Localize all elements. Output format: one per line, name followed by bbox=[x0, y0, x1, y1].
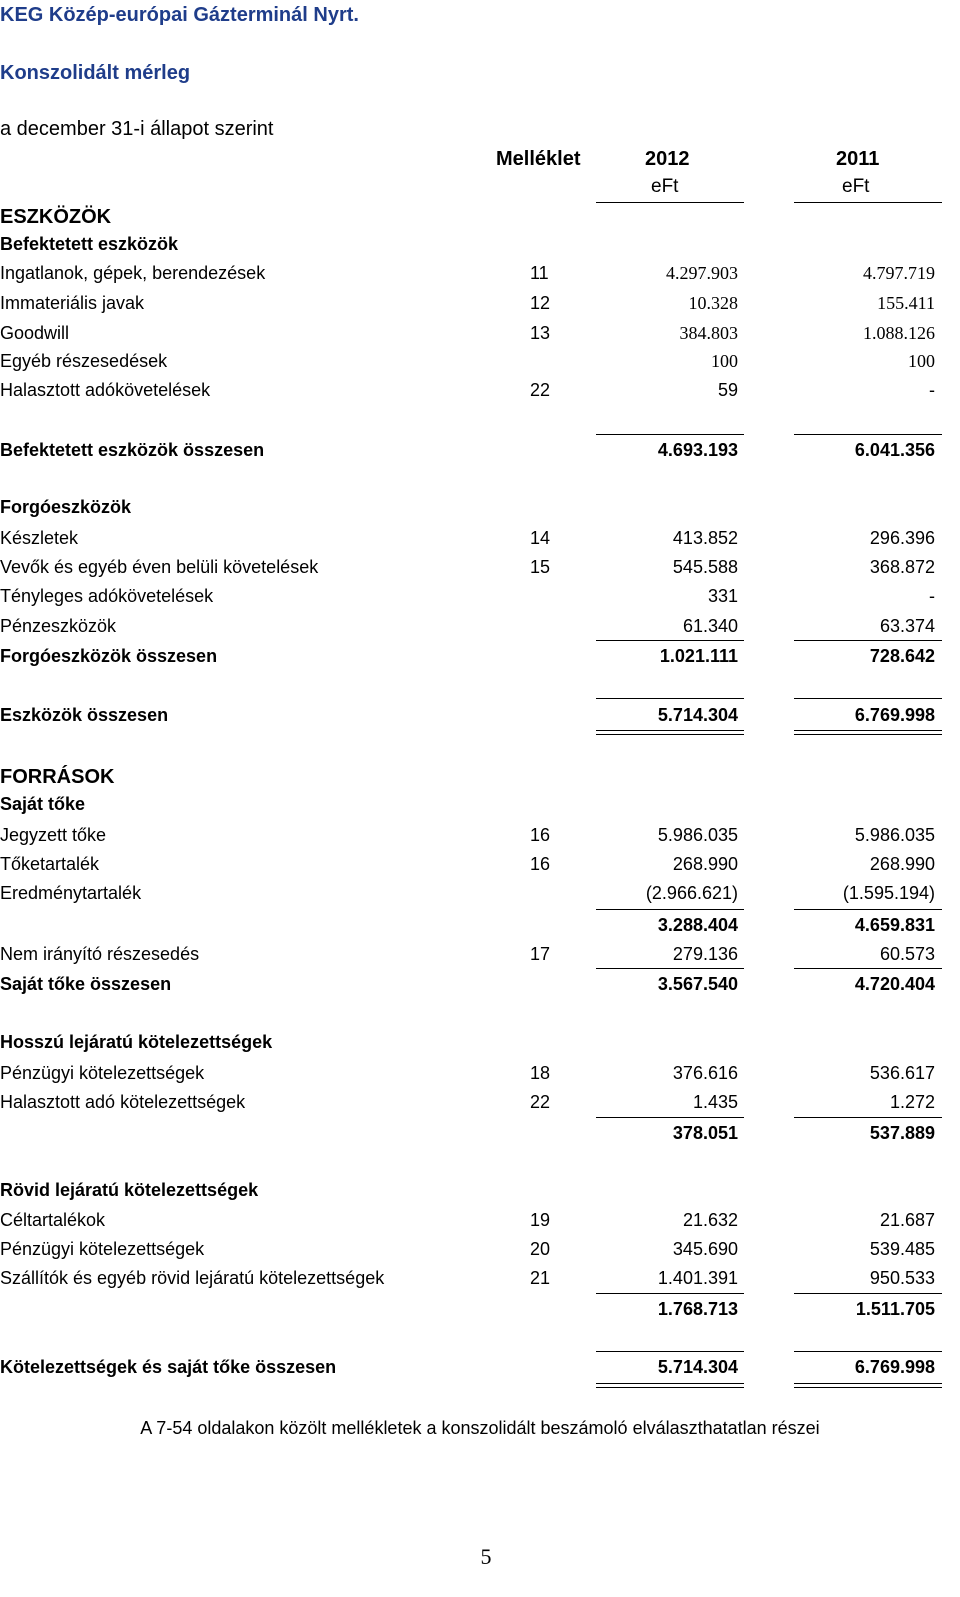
shortterm-subtotal-row bbox=[0, 1296, 955, 1322]
fixed-assets-heading: Befektetett eszközök bbox=[0, 234, 179, 254]
row-note: 17 bbox=[530, 944, 551, 964]
value-2011: 537.889 bbox=[869, 1123, 935, 1143]
total-rule-2012 bbox=[596, 1351, 744, 1352]
row-label: Befektetett eszközök összesen bbox=[0, 440, 265, 460]
value-2011: 5.986.035 bbox=[854, 825, 935, 845]
double-rule-2012 bbox=[596, 730, 744, 735]
total-rule-2011 bbox=[794, 1293, 942, 1294]
row-label: Goodwill bbox=[0, 323, 70, 343]
value-2011: 4.720.404 bbox=[854, 974, 935, 994]
table-row bbox=[0, 1060, 955, 1086]
table-row bbox=[0, 880, 955, 906]
value-2011: 1.088.126 bbox=[863, 323, 935, 343]
row-label: Halasztott adó kötelezettségek bbox=[0, 1092, 246, 1112]
value-2012: 384.803 bbox=[679, 323, 738, 343]
double-rule-2011 bbox=[794, 1383, 942, 1388]
total-rule-2011 bbox=[794, 1351, 942, 1352]
value-2012: 21.632 bbox=[682, 1210, 738, 1230]
total-rule-2012 bbox=[596, 640, 744, 641]
row-note: 11 bbox=[530, 263, 549, 283]
row-label: Pénzügyi kötelezettségek bbox=[0, 1063, 205, 1083]
total-rule-2012 bbox=[596, 698, 744, 699]
value-2011: 1.272 bbox=[889, 1092, 935, 1112]
table-row bbox=[0, 1207, 955, 1233]
value-2011: (1.595.194) bbox=[842, 883, 935, 903]
table-row bbox=[0, 348, 955, 374]
sources-heading: FORRÁSOK bbox=[0, 766, 115, 788]
row-label: Nem irányító részesedés bbox=[0, 944, 200, 964]
value-2012: 5.714.304 bbox=[657, 705, 738, 725]
value-2011: 6.769.998 bbox=[854, 1357, 935, 1377]
value-2012: 345.690 bbox=[672, 1239, 738, 1259]
value-2012: 545.588 bbox=[672, 557, 738, 577]
table-row bbox=[0, 377, 955, 403]
row-label: Eredménytartalék bbox=[0, 883, 142, 903]
equity-total-row bbox=[0, 971, 955, 997]
equity-heading: Saját tőke bbox=[0, 794, 86, 814]
row-label: Céltartalékok bbox=[0, 1210, 106, 1230]
value-2012: 59 bbox=[717, 380, 738, 400]
row-note: 21 bbox=[530, 1268, 551, 1288]
row-note: 19 bbox=[530, 1210, 551, 1230]
total-rule-2012 bbox=[596, 1293, 744, 1294]
assets-heading: ESZKÖZÖK bbox=[0, 206, 112, 228]
value-2011: 536.617 bbox=[869, 1063, 935, 1083]
value-2012: 268.990 bbox=[672, 854, 738, 874]
report-title: Konszolidált mérleg bbox=[0, 62, 191, 84]
table-row bbox=[0, 554, 955, 580]
total-rule-2011 bbox=[794, 1117, 942, 1118]
value-2011: 100 bbox=[908, 351, 935, 371]
double-rule-2012 bbox=[596, 1383, 744, 1388]
row-label: Immateriális javak bbox=[0, 293, 145, 313]
grand-total-row bbox=[0, 1354, 955, 1380]
row-label: Készletek bbox=[0, 528, 79, 548]
total-rule-2011 bbox=[794, 698, 942, 699]
row-label: Szállítók és egyéb rövid lejáratú kötelezettségek bbox=[0, 1268, 385, 1288]
value-2012: 5.986.035 bbox=[657, 825, 738, 845]
value-2011: 4.797.719 bbox=[863, 263, 935, 283]
value-2011: 950.533 bbox=[869, 1268, 935, 1288]
value-2011: 268.990 bbox=[869, 854, 935, 874]
footer-note: A 7-54 oldalakon közölt mellékletek a konszolidált beszámoló elválaszthatatlan részei bbox=[140, 1418, 820, 1438]
row-label: Vevők és egyéb éven belüli követelések bbox=[0, 557, 319, 577]
row-note: 20 bbox=[530, 1239, 551, 1259]
value-2011: 6.769.998 bbox=[854, 705, 935, 725]
row-note: 22 bbox=[530, 380, 551, 400]
page-number: 5 bbox=[480, 1544, 492, 1569]
row-label: Ingatlanok, gépek, berendezések bbox=[0, 263, 266, 283]
value-2011: 60.573 bbox=[879, 944, 935, 964]
row-note: 15 bbox=[530, 557, 551, 577]
value-2012: 3.288.404 bbox=[657, 915, 738, 935]
value-2012: 1.401.391 bbox=[657, 1268, 738, 1288]
row-note: 12 bbox=[530, 293, 551, 313]
value-2012: 279.136 bbox=[672, 944, 738, 964]
table-row bbox=[0, 525, 955, 551]
equity-subtotal-row bbox=[0, 912, 955, 938]
table-row bbox=[0, 613, 955, 639]
total-rule-2012 bbox=[596, 968, 744, 969]
value-2012: 378.051 bbox=[672, 1123, 738, 1143]
value-2011: - bbox=[929, 380, 935, 400]
column-header-2012: 2012 bbox=[645, 148, 690, 170]
value-2012: 3.567.540 bbox=[657, 974, 738, 994]
row-note: 16 bbox=[530, 854, 551, 874]
value-2011: 296.396 bbox=[869, 528, 935, 548]
unit-2012: eFt bbox=[651, 176, 679, 197]
value-2012: 100 bbox=[711, 351, 738, 371]
row-label: Pénzügyi kötelezettségek bbox=[0, 1239, 205, 1259]
minority-interest-row bbox=[0, 941, 955, 967]
value-2011: 21.687 bbox=[879, 1210, 935, 1230]
total-rule-2011 bbox=[794, 968, 942, 969]
value-2012: 1.435 bbox=[692, 1092, 738, 1112]
row-label: Halasztott adókövetelések bbox=[0, 380, 211, 400]
table-row bbox=[0, 583, 955, 609]
row-label: Jegyzett tőke bbox=[0, 825, 107, 845]
table-row bbox=[0, 1089, 955, 1115]
value-2011: 63.374 bbox=[879, 616, 935, 636]
current-assets-total-row bbox=[0, 643, 955, 669]
row-note: 13 bbox=[530, 323, 551, 343]
value-2012: 4.693.193 bbox=[657, 440, 738, 460]
row-label: Saját tőke összesen bbox=[0, 974, 172, 994]
row-note: 22 bbox=[530, 1092, 551, 1112]
value-2012: 1.021.111 bbox=[659, 646, 738, 666]
fixed-assets-total-row bbox=[0, 437, 955, 463]
value-2011: 539.485 bbox=[869, 1239, 935, 1259]
value-2011: 1.511.705 bbox=[855, 1299, 935, 1319]
row-label: Kötelezettségek és saját tőke összesen bbox=[0, 1357, 337, 1377]
date-line: a december 31-i állapot szerint bbox=[0, 118, 274, 140]
row-label: Eszközök összesen bbox=[0, 705, 169, 725]
column-header-note: Melléklet bbox=[496, 148, 581, 170]
value-2011: 368.872 bbox=[869, 557, 935, 577]
longterm-subtotal-row bbox=[0, 1120, 955, 1146]
value-2011: 728.642 bbox=[869, 646, 935, 666]
header-rule-2012 bbox=[596, 202, 744, 203]
total-rule-2011 bbox=[794, 909, 942, 910]
company-name: KEG Közép-európai Gázterminál Nyrt. bbox=[0, 4, 359, 26]
longterm-heading: Hosszú lejáratú kötelezettségek bbox=[0, 1032, 273, 1052]
table-row bbox=[0, 320, 955, 346]
value-2011: 6.041.356 bbox=[854, 440, 935, 460]
table-row bbox=[0, 260, 955, 286]
column-header-2011: 2011 bbox=[836, 148, 880, 170]
row-label: Pénzeszközök bbox=[0, 616, 117, 636]
unit-2011: eFt bbox=[842, 176, 870, 197]
row-label: Egyéb részesedések bbox=[0, 351, 168, 371]
value-2012: 413.852 bbox=[672, 528, 738, 548]
table-row bbox=[0, 1236, 955, 1262]
value-2012: 376.616 bbox=[672, 1063, 738, 1083]
value-2012: (2.966.621) bbox=[645, 883, 738, 903]
row-label: Tőketartalék bbox=[0, 854, 100, 874]
total-rule-2012 bbox=[596, 434, 744, 435]
value-2011: 155.411 bbox=[877, 293, 935, 313]
row-label: Tényleges adókövetelések bbox=[0, 586, 214, 606]
row-note: 18 bbox=[530, 1063, 551, 1083]
shortterm-heading: Rövid lejáratú kötelezettségek bbox=[0, 1180, 259, 1200]
row-note: 14 bbox=[530, 528, 551, 548]
table-row bbox=[0, 822, 955, 848]
total-rule-2012 bbox=[596, 909, 744, 910]
row-label: Forgóeszközök összesen bbox=[0, 646, 218, 666]
total-rule-2012 bbox=[596, 1117, 744, 1118]
value-2012: 4.297.903 bbox=[666, 263, 738, 283]
row-note: 16 bbox=[530, 825, 551, 845]
value-2011: 4.659.831 bbox=[854, 915, 935, 935]
value-2011: - bbox=[929, 586, 935, 606]
total-rule-2011 bbox=[794, 434, 942, 435]
value-2012: 10.328 bbox=[688, 293, 738, 313]
value-2012: 331 bbox=[707, 586, 738, 606]
value-2012: 61.340 bbox=[682, 616, 738, 636]
value-2012: 5.714.304 bbox=[657, 1357, 738, 1377]
table-row bbox=[0, 851, 955, 877]
table-row bbox=[0, 290, 955, 316]
value-2012: 1.768.713 bbox=[657, 1299, 738, 1319]
current-assets-heading: Forgóeszközök bbox=[0, 497, 132, 517]
assets-total-row bbox=[0, 702, 955, 728]
table-row bbox=[0, 1265, 955, 1291]
total-rule-2011 bbox=[794, 640, 942, 641]
double-rule-2011 bbox=[794, 730, 942, 735]
header-rule-2011 bbox=[794, 202, 942, 203]
